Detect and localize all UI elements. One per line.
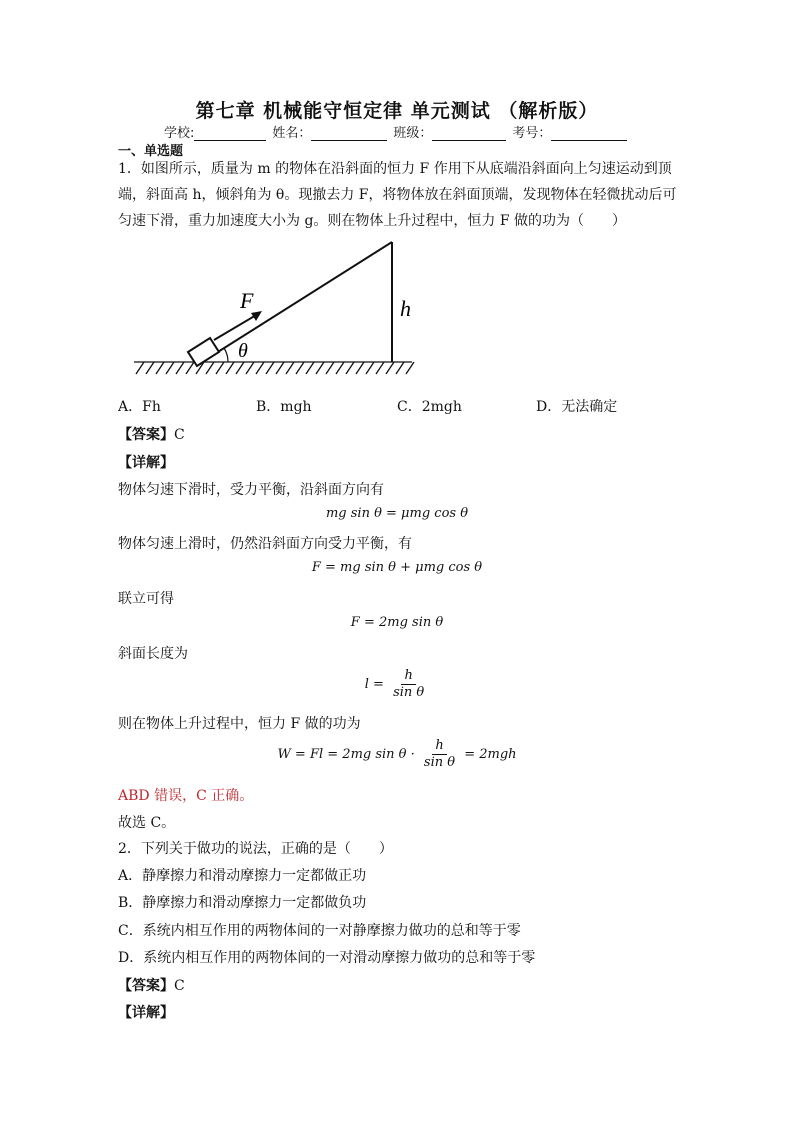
q1-option-c: C．2mgh — [397, 399, 462, 415]
incline-diagram — [130, 238, 420, 378]
q2-answer-value: C — [174, 978, 185, 994]
q1-solution-step-1: 物体匀速下滑时，受力平衡，沿斜面方向有 — [118, 482, 384, 498]
q1-formula-2: F = mg sin θ + μmg cos θ — [311, 560, 483, 575]
formula-4-lhs: l = — [364, 677, 384, 692]
q2-option-d: D．系统内相互作用的两物体间的一对滑动摩擦力做功的总和等于零 — [118, 950, 536, 966]
formula-5-numerator: h — [432, 738, 446, 755]
incline-slope — [202, 242, 392, 362]
name-blank — [311, 126, 387, 141]
q1-solution-step-5: 则在物体上升过程中，恒力 F 做的功为 — [118, 716, 361, 732]
q1-option-d: D．无法确定 — [536, 399, 618, 415]
q2-option-a: A．静摩擦力和滑动摩擦力一定都做正功 — [118, 868, 367, 884]
q2-option-c: C．系统内相互作用的两物体间的一对静摩擦力做功的总和等于零 — [118, 923, 521, 939]
formula-5-denominator: sin θ — [423, 755, 456, 770]
section-title: 一、单选题 — [118, 144, 184, 159]
formula-4-denominator: sin θ — [393, 685, 425, 700]
q1-solution-step-3: 联立可得 — [118, 591, 174, 607]
q1-answer-tag: 【答案】 — [118, 427, 174, 443]
q1-final-choice: 故选 C。 — [118, 815, 176, 831]
q1-solution-step-4: 斜面长度为 — [118, 646, 188, 662]
q1-formula-1: mg sin θ = μmg cos θ — [325, 506, 469, 521]
q1-option-b: B．mgh — [256, 399, 312, 415]
q1-formula-3: F = 2mg sin θ — [350, 615, 444, 630]
q1-stem-line-1: 1．如图所示，质量为 m 的物体在沿斜面的恒力 F 作用下从底端沿斜面向上匀速运动到顶 — [118, 161, 672, 177]
force-arrow-line — [214, 314, 258, 340]
q2-stem: 2．下列关于做功的说法，正确的是（ ） — [118, 841, 393, 857]
exam-no-blank — [551, 126, 627, 141]
q1-stem-line-2: 端，斜面高 h，倾斜角为 θ。现撤去力 F，将物体放在斜面顶端，发现物体在轻微扰动后可 — [118, 187, 677, 203]
force-label: F — [240, 288, 254, 313]
name-label: 姓名： — [272, 126, 312, 141]
formula-5-fraction — [421, 738, 458, 771]
formula-5-lhs: W = Fl = 2mg sin θ · — [277, 747, 415, 762]
formula-4-fraction — [390, 668, 427, 701]
q1-detail-tag: 【详解】 — [118, 455, 174, 471]
exam-no-label: 考号： — [512, 126, 552, 141]
formula-4-numerator: h — [401, 668, 415, 685]
class-blank — [432, 126, 506, 141]
formula-5-rhs: = 2mgh — [464, 747, 517, 762]
q1-option-a: A．Fh — [118, 399, 161, 415]
q2-detail-tag: 【详解】 — [118, 1005, 174, 1021]
q1-solution-step-2: 物体匀速上滑时，仍然沿斜面方向受力平衡，有 — [118, 536, 412, 552]
q1-conclusion: ABD 错误，C 正确。 — [118, 788, 254, 804]
page-title: 第七章 机械能守恒定律 单元测试 （解析版） — [195, 100, 599, 122]
q2-answer-row — [118, 975, 185, 995]
q1-answer-row — [118, 424, 185, 444]
class-label: 班级： — [393, 126, 433, 141]
q2-answer-tag: 【答案】 — [118, 978, 174, 994]
q1-answer-value: C — [174, 427, 185, 443]
q1-stem-line-3: 匀速下滑，重力加速度大小为 g。则在物体上升过程中，恒力 F 做的功为（ ） — [118, 213, 627, 229]
student-info-row — [164, 122, 633, 141]
angle-label: θ — [238, 340, 248, 362]
school-blank — [194, 126, 266, 141]
q2-option-b: B．静摩擦力和滑动摩擦力一定都做负功 — [118, 895, 367, 911]
height-label: h — [400, 296, 411, 321]
ground-hatching — [134, 362, 414, 374]
school-label: 学校: — [164, 126, 195, 141]
angle-arc — [224, 348, 228, 362]
q1-formula-5 — [0, 738, 794, 771]
q1-formula-4 — [0, 668, 794, 701]
